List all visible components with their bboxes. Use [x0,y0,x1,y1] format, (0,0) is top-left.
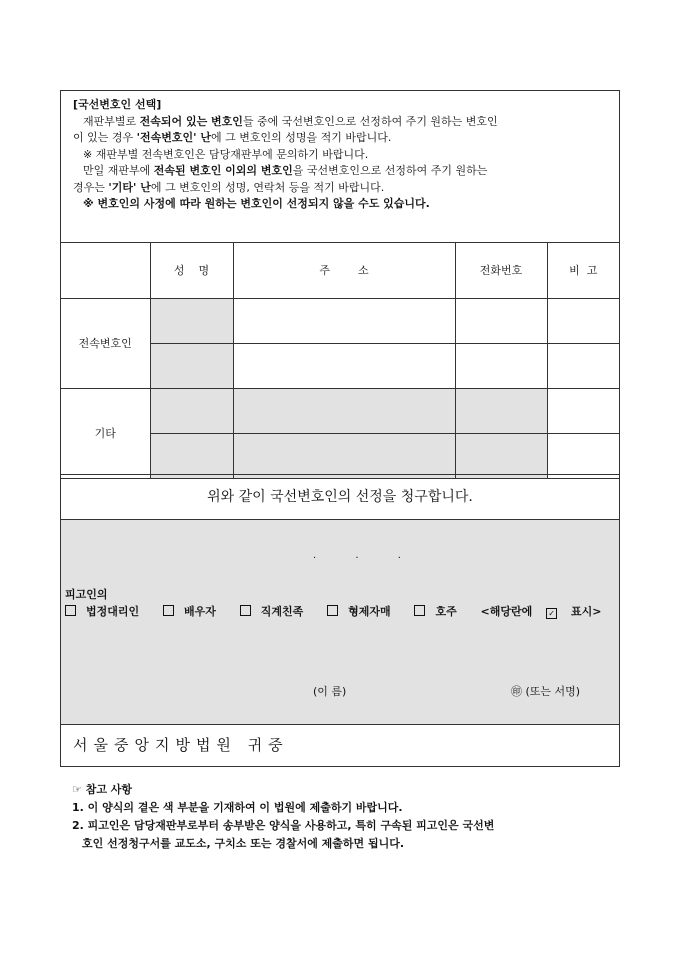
table-row [61,388,619,433]
other-remarks-cell-2[interactable] [547,433,619,478]
exclusive-phone-cell-2[interactable] [455,343,547,388]
table-row [61,298,619,343]
other-phone-cell-2[interactable] [455,433,547,478]
signature-section [61,520,619,724]
instruction-line-1: 재판부별로 전속되어 있는 변호인들 중에 국선변호인으로 선정하여 주기 원하는 변호인 [83,114,498,128]
other-name-cell-1[interactable] [150,388,233,433]
exclusive-name-cell-2[interactable] [150,343,233,388]
notes-title: ☞ 참고 사항 [72,783,133,796]
header-address: 주 소 [233,242,455,298]
note-item-2b: 호인 선정청구서를 교도소, 구치소 또는 경찰서에 제출하면 됩니다. [82,837,405,850]
instruction-line-2: 이 있는 경우 '전속변호인' 난에 그 변호인의 성명을 적기 바랍니다. [73,131,392,144]
instruction-line-3: ※ 재판부별 전속변호인은 담당재판부에 문의하기 바랍니다. [83,147,369,161]
relationship-options [65,603,621,619]
exclusive-address-cell-2[interactable] [233,343,455,388]
instructions-section [61,91,619,243]
header-name: 성 명 [150,242,233,298]
instruction-line-4: 만일 재판부에 전속된 변호인 이외의 변호인을 국선변호인으로 선정하여 주기 원하는 [83,164,488,177]
other-address-cell-1[interactable] [233,388,455,433]
exclusive-remarks-cell-1[interactable] [547,298,619,343]
exclusive-name-cell-1[interactable] [150,298,233,343]
option-spouse[interactable]: 배우자 [163,605,226,618]
request-statement: 위와 같이 국선변호인의 선정을 청구합니다. [61,474,619,520]
checkbox-icon[interactable] [414,605,425,616]
checkbox-icon[interactable] [65,605,76,616]
checkbox-icon[interactable] [240,605,251,616]
option-sibling[interactable]: 형제자매 [327,605,401,618]
exclusive-phone-cell-1[interactable] [455,298,547,343]
option-head-of-household[interactable]: 호주 [414,605,466,618]
instructions-heading: [국선변호인 선택] [73,98,162,111]
court-addressee: 서울중앙지방법원 귀중 [61,724,619,766]
date-field[interactable]: . . . [313,550,419,561]
header-blank-cell [61,242,150,298]
instruction-line-5: 경우는 '기타' 난에 그 변호인의 성명, 연락처 등을 적기 바랍니다. [73,180,385,194]
defendant-label: 피고인의 [65,588,108,601]
row-label-other: 기타 [61,388,150,478]
option-lineal-relative[interactable]: 직계친족 [240,605,314,618]
exclusive-remarks-cell-2[interactable] [547,343,619,388]
counsel-table [61,242,619,479]
table-header-row [61,242,619,298]
seal-or-signature-label: ㊞ (또는 서명) [511,685,581,698]
other-remarks-cell-1[interactable] [547,388,619,433]
header-remarks: 비 고 [547,242,619,298]
note-item-1: 1. 이 양식의 곁은 색 부분을 기재하여 이 법원에 제출하기 바랍니다. [72,801,403,814]
reference-notes [72,781,632,853]
other-phone-cell-1[interactable] [455,388,547,433]
option-legal-representative[interactable]: 법정대리인 [65,605,149,618]
checked-box-icon: ✓ [546,608,557,619]
other-address-cell-2[interactable] [233,433,455,478]
name-field-label: (이 름) [313,685,347,698]
defense-counsel-request-form [60,90,620,767]
header-phone: 전화번호 [455,242,547,298]
instruction-line-6: ※ 변호인의 사정에 따라 원하는 변호인이 선정되지 않을 수도 있습니다. [83,197,430,210]
checkbox-icon[interactable] [163,605,174,616]
exclusive-address-cell-1[interactable] [233,298,455,343]
checkbox-icon[interactable] [327,605,338,616]
other-name-cell-2[interactable] [150,433,233,478]
row-label-exclusive-counsel: 전속변호인 [61,298,150,388]
note-item-2a: 2. 피고인은 담당재판부로부터 송부받은 양식을 사용하고, 특히 구속된 피고인은 국선변 [72,819,495,832]
option-hint: <해당란에 ✓ 표시> [480,605,602,618]
